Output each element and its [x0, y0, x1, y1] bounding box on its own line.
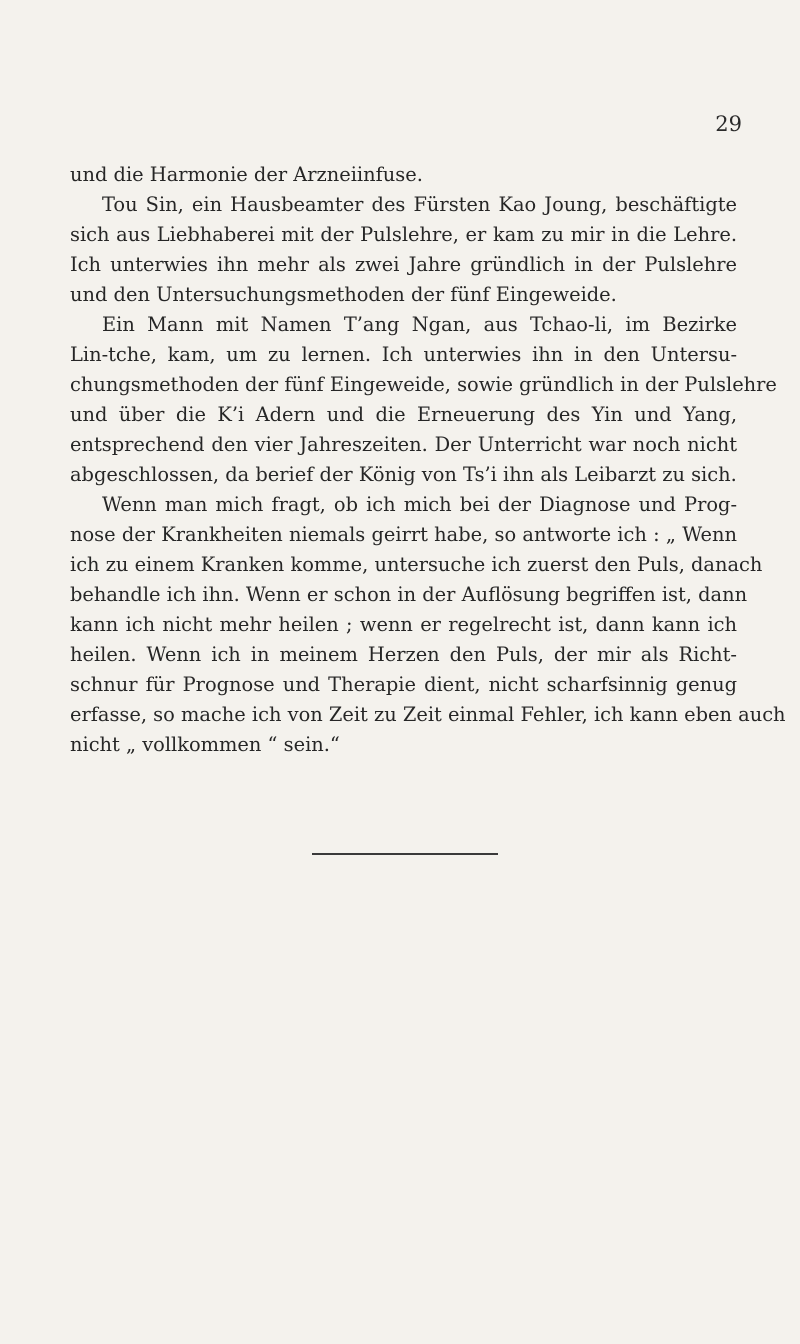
text-line: ich zu einem Kranken komme, untersuche ich zuerst den Puls, danach: [70, 553, 763, 576]
text-line: schnur für Prognose und Therapie dient, nicht scharfsinnig genug: [70, 673, 737, 696]
text-line: Tou Sin, ein Hausbeamter des Fürsten Kao Joung, beschäftigte: [102, 193, 737, 216]
text-line: entsprechend den vier Jahreszeiten. Der Unterricht war noch nicht: [70, 433, 737, 456]
text-line: nose der Krankheiten niemals geirrt habe, so antworte ich : „ Wenn: [70, 523, 737, 546]
text-line: behandle ich ihn. Wenn er schon in der Auflösung begriffen ist, dann: [70, 583, 748, 606]
text-line: abgeschlossen, da berief der König von Ts’i ihn als Leibarzt zu sich.: [70, 463, 737, 486]
text-line: chungsmethoden der fünf Eingeweide, sowie gründlich in der Pulslehre: [70, 373, 777, 396]
page-number: 29: [715, 112, 742, 136]
text-line: nicht „ vollkommen “ sein.“: [70, 733, 340, 756]
text-line: und über die K’i Adern und die Erneuerung des Yin und Yang,: [70, 403, 737, 426]
text-line: heilen. Wenn ich in meinem Herzen den Puls, der mir als Richt-: [70, 643, 737, 666]
text-line: kann ich nicht mehr heilen ; wenn er regelrecht ist, dann kann ich: [70, 613, 737, 636]
text-line: Wenn man mich fragt, ob ich mich bei der Diagnose und Prog-: [102, 493, 737, 516]
text-line: Lin-tche, kam, um zu lernen. Ich unterwies ihn in den Untersu-: [70, 343, 737, 366]
text-line: Ein Mann mit Namen T’ang Ngan, aus Tchao-li, im Bezirke: [102, 313, 737, 336]
text-line: sich aus Liebhaberei mit der Pulslehre, er kam zu mir in die Lehre.: [70, 223, 737, 246]
text-line: und die Harmonie der Arzneiinfuse.: [70, 163, 423, 186]
section-divider-rule: [312, 853, 498, 855]
body-text: [70, 160, 786, 760]
text-line: Ich unterwies ihn mehr als zwei Jahre gründlich in der Pulslehre: [70, 253, 737, 276]
text-line: und den Untersuchungsmethoden der fünf Eingeweide.: [70, 283, 617, 306]
text-line: erfasse, so mache ich von Zeit zu Zeit einmal Fehler, ich kann eben auch: [70, 703, 786, 726]
